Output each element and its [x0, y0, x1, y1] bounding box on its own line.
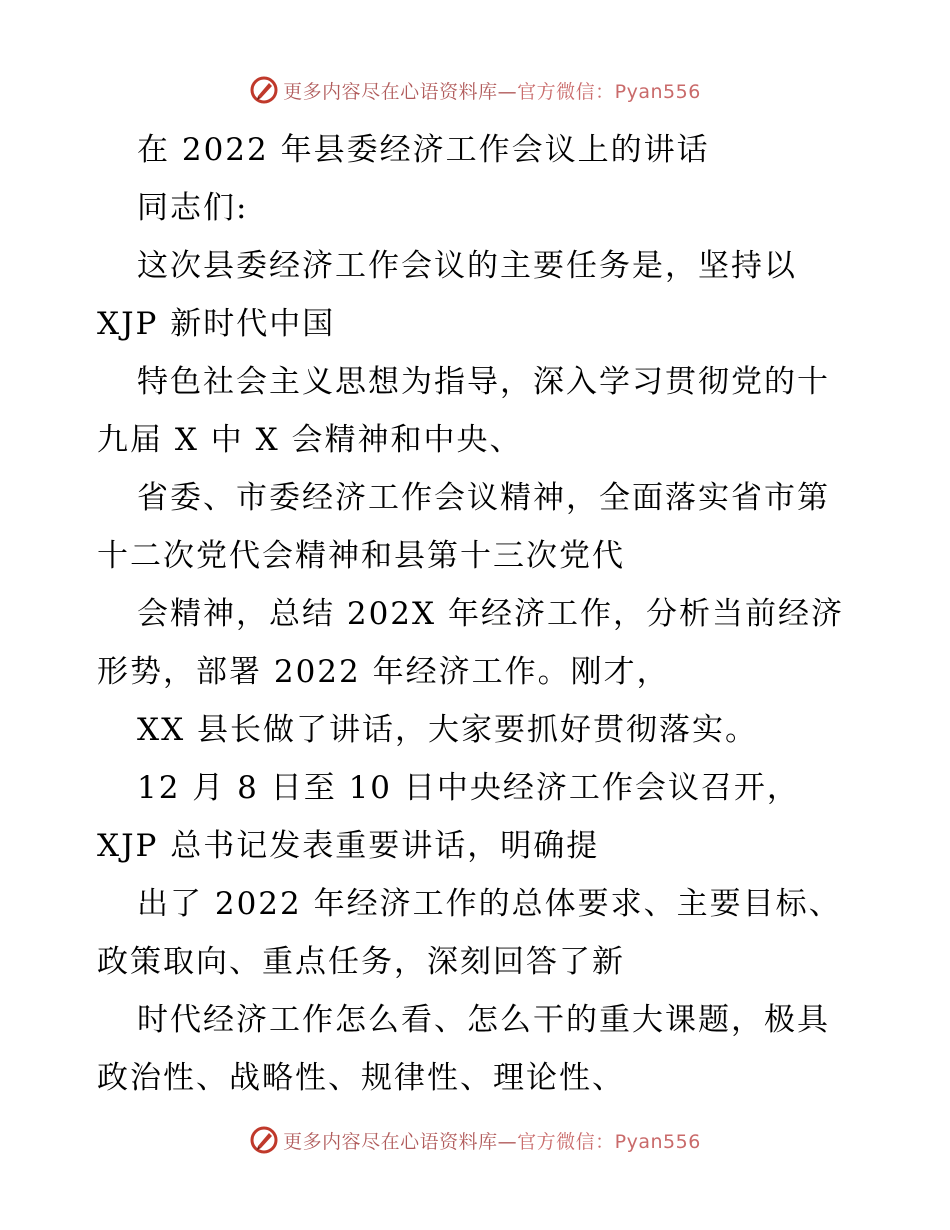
- watermark-wechat: 官方微信：Pyan556: [517, 80, 701, 103]
- pen-logo-icon: [249, 1125, 279, 1155]
- text-line: 时代经济工作怎么看、怎么干的重大课题，极具: [137, 1002, 830, 1038]
- watermark-separator: —: [497, 1130, 518, 1153]
- text-line: XJP 新时代中国: [97, 306, 336, 342]
- watermark-site: 更多内容尽在心语资料库: [283, 80, 498, 103]
- text-line: 特色社会主义思想为指导，深入学习贯彻党的十: [137, 364, 830, 400]
- text-line: 12 月 8 日至 10 日中央经济工作会议召开，: [137, 770, 800, 806]
- text-line: XJP 总书记发表重要讲话，明确提: [97, 828, 600, 864]
- watermark-wechat: 官方微信：Pyan556: [517, 1130, 701, 1153]
- text-line: 政策取向、重点任务，深刻回答了新: [97, 944, 625, 980]
- header-watermark: [0, 70, 950, 110]
- text-line: 出了 2022 年经济工作的总体要求、主要目标、: [137, 886, 842, 922]
- pen-logo-icon: [249, 75, 279, 105]
- salutation: 同志们:: [137, 190, 249, 226]
- text-line: 会精神，总结 202X 年经济工作，分析当前经济: [137, 596, 844, 632]
- text-line: 十二次党代会精神和县第十三次党代: [97, 538, 625, 574]
- document-title: 在 2022 年县委经济工作会议上的讲话: [137, 132, 710, 168]
- text-line: XX 县长做了讲话，大家要抓好贯彻落实。: [137, 712, 758, 748]
- text-line: 这次县委经济工作会议的主要任务是，坚持以: [137, 248, 797, 284]
- footer-watermark: [0, 1120, 950, 1160]
- text-line: 政治性、战略性、规律性、理论性、: [97, 1060, 625, 1096]
- text-line: 省委、市委经济工作会议精神，全面落实省市第: [137, 480, 830, 516]
- watermark-site: 更多内容尽在心语资料库: [283, 1130, 498, 1153]
- watermark-text: [283, 77, 701, 104]
- text-line: 形势，部署 2022 年经济工作。刚才，: [97, 654, 670, 690]
- watermark-separator: —: [497, 80, 518, 103]
- text-line: 九届 X 中 X 会精神和中央、: [97, 422, 523, 458]
- watermark-text: [283, 1127, 701, 1154]
